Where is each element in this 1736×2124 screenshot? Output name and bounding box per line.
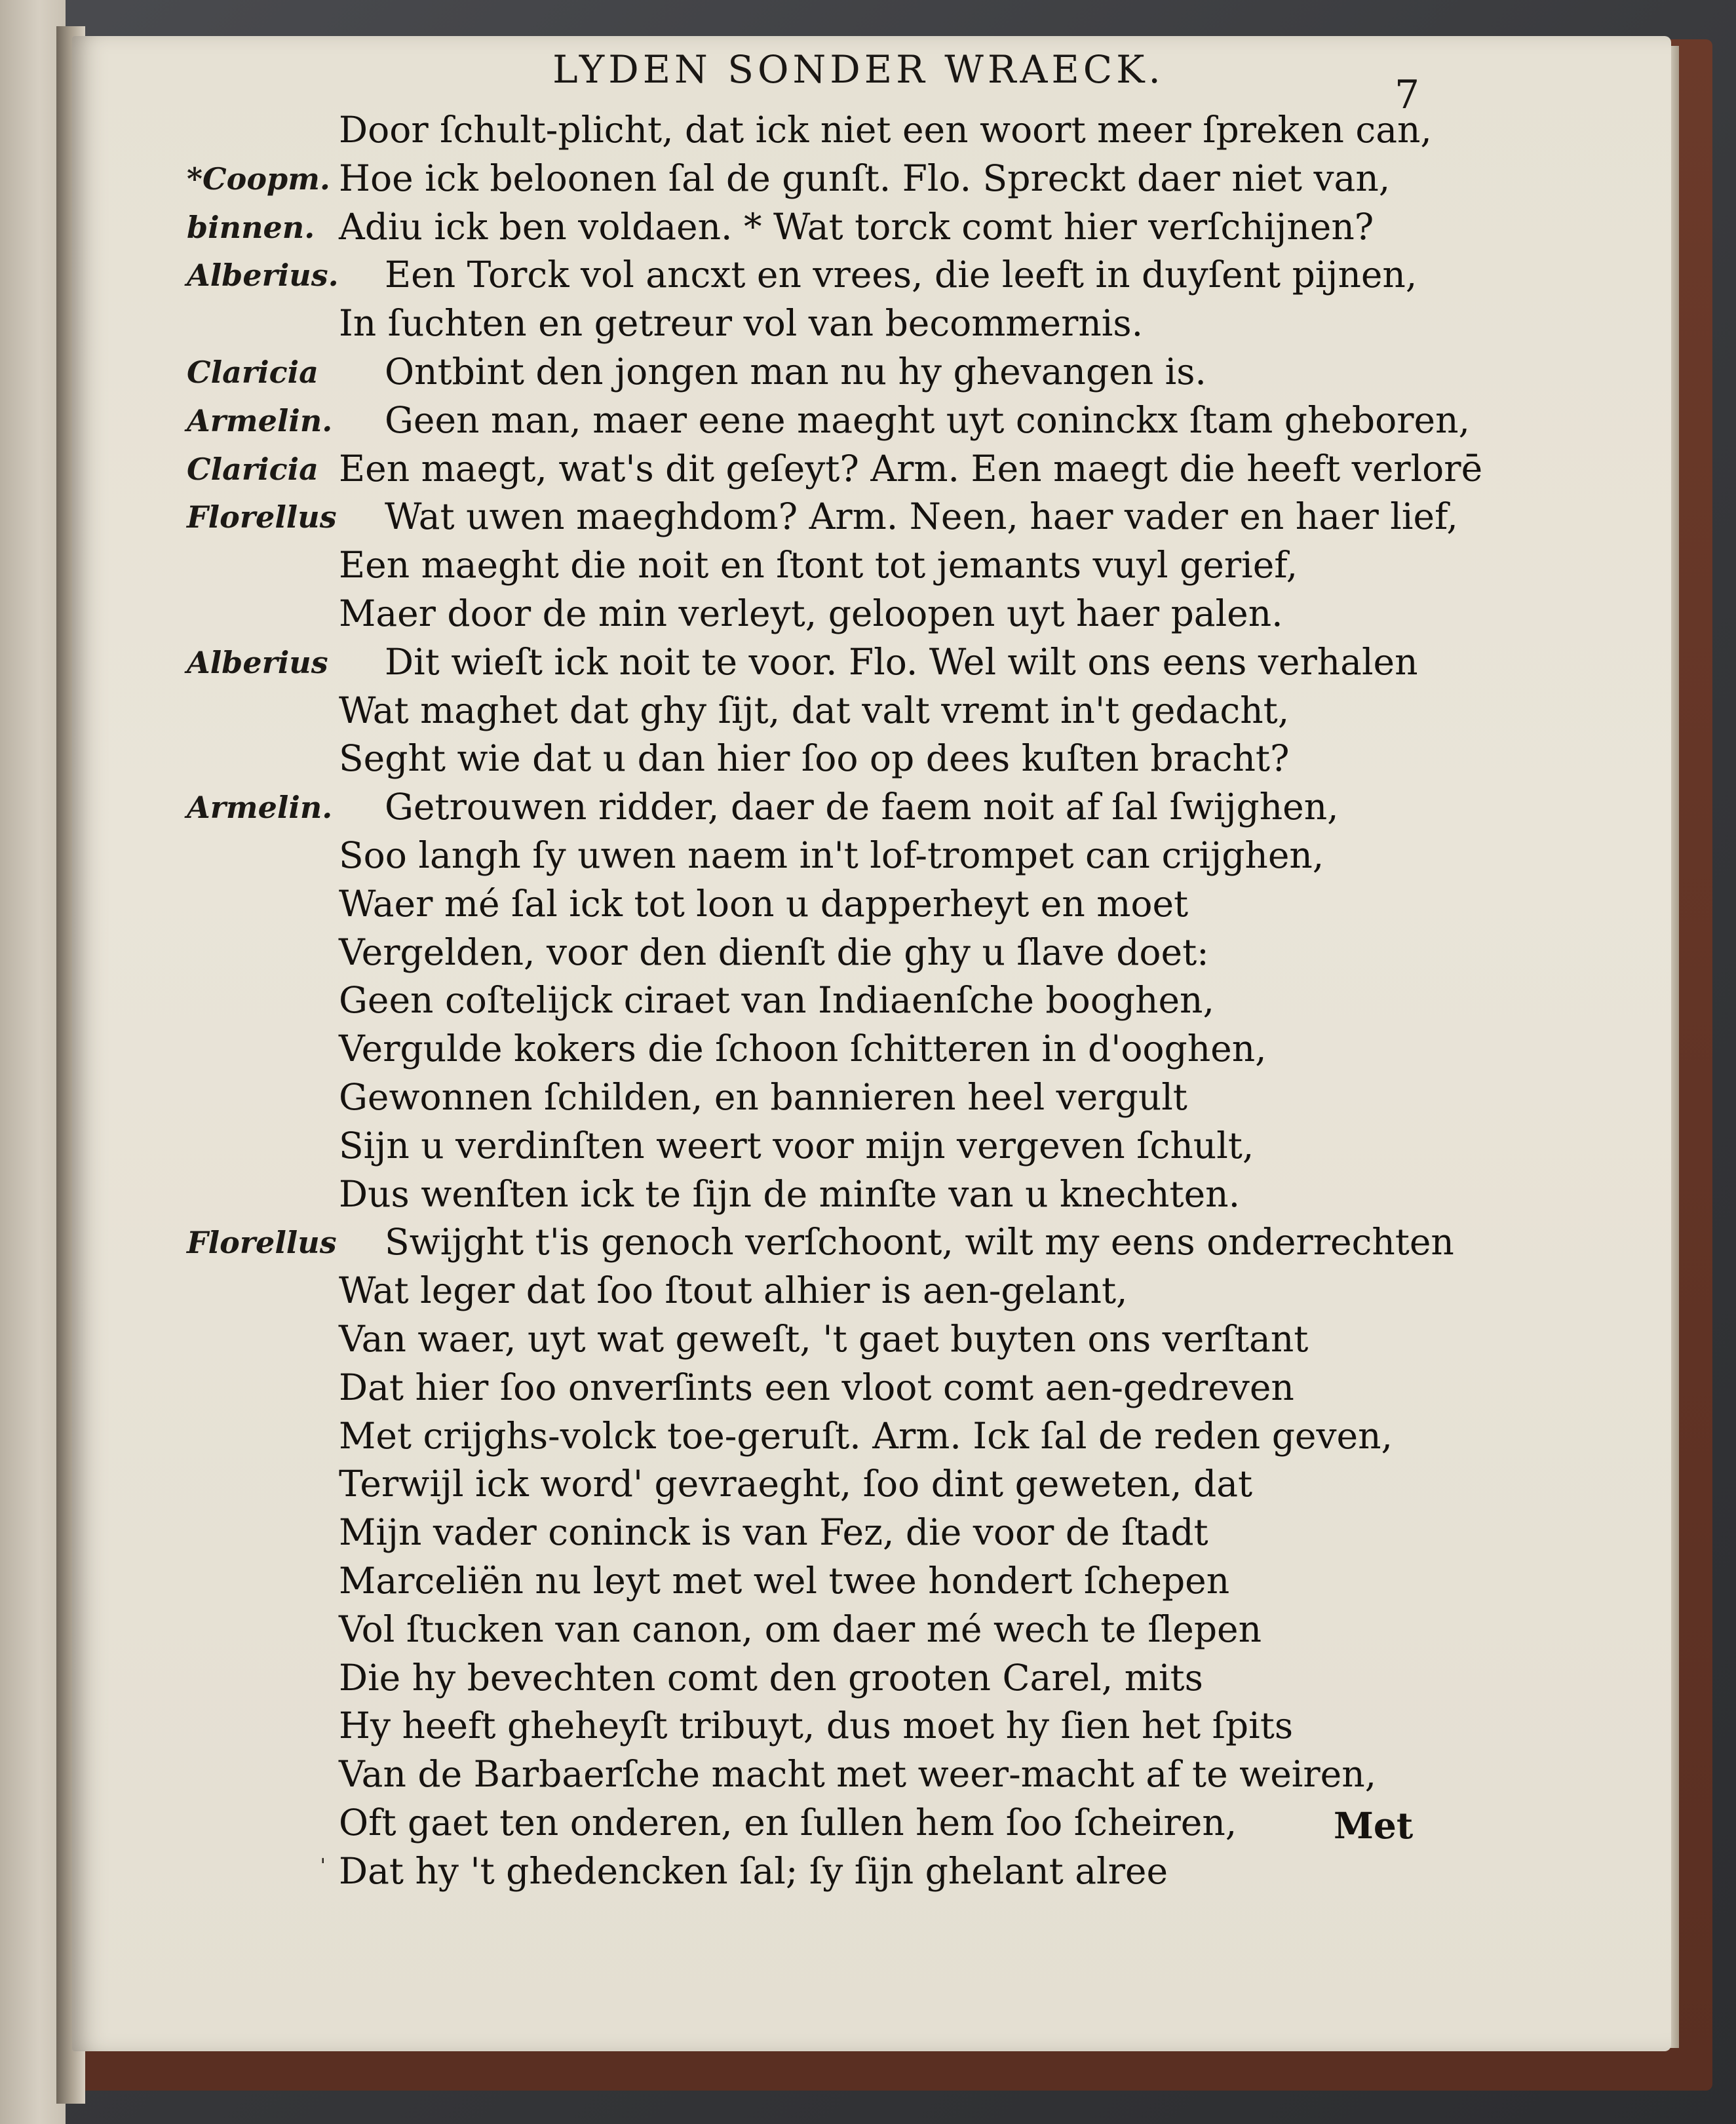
- verse-line: [187, 1315, 1432, 1364]
- verse-text: Mijn vader coninck is van Fez, die voor de ſtadt: [339, 1511, 1208, 1554]
- verse-text: Vergulde kokers die ſchoon ſchitteren in d'ooghen,: [339, 1028, 1267, 1070]
- verse-line: [187, 1025, 1432, 1073]
- page-fore-edge: [1670, 46, 1679, 2048]
- verse-text: Seght wie dat u dan hier ſoo op dees kuſten bracht?: [339, 737, 1290, 780]
- verse-text: Getrouwen ridder, daer de faem noit af ſal ſwijghen,: [385, 786, 1339, 828]
- signature-mark: ˈ: [320, 1855, 326, 1881]
- verse-text: Vergelden, voor den dienſt die ghy u ſlave doet:: [339, 931, 1209, 973]
- verse-line: [187, 1799, 1432, 1847]
- verse-line: [187, 880, 1432, 929]
- verse-line: [187, 1170, 1432, 1219]
- verse-text: Marceliën nu leyt met wel twee hondert ſchepen: [339, 1559, 1230, 1602]
- verse-line: [187, 638, 1432, 687]
- speaker-label: Alberius.: [187, 258, 339, 294]
- verse-line: [187, 106, 1432, 155]
- verse-text: Die hy bevechten comt den grooten Carel, mits: [339, 1656, 1203, 1699]
- verse-text: Dat hy 't ghedencken ſal; ſy ſijn ghelant alree: [339, 1849, 1168, 1892]
- verse-text: Hoe ick beloonen ſal de gunſt. Flo. Spreckt daer niet van,: [339, 157, 1391, 199]
- verse-line: [187, 929, 1432, 977]
- verse-line: [187, 1122, 1432, 1170]
- speaker-label: Alberius: [187, 644, 328, 680]
- verse-text: Van de Barbaerſche macht met weer-macht af te weiren,: [339, 1753, 1377, 1796]
- verse-text: Gewonnen ſchilden, en bannieren heel vergult: [339, 1075, 1187, 1118]
- verse-line: [187, 1606, 1432, 1654]
- speaker-label: Florellus: [187, 499, 337, 535]
- facing-page-edge: [0, 0, 66, 2124]
- verse-text: Wat maghet dat ghy ſijt, dat valt vremt in't gedacht,: [339, 689, 1290, 731]
- speaker-label: Claricia: [187, 354, 318, 390]
- verse-text: Dit wieſt ick noit te voor. Flo. Wel wilt ons eens verhalen: [385, 640, 1418, 683]
- verse-line: [187, 1267, 1432, 1315]
- verse-line: [187, 1509, 1432, 1557]
- verse-text: Een maegt, wat's dit geſeyt? Arm. Een maegt die heeft verlorē: [339, 447, 1483, 490]
- verse-line: [187, 1702, 1432, 1750]
- catchword: Met: [1334, 1804, 1414, 1847]
- verse-line: [187, 445, 1483, 493]
- verse-text: Swijght t'is genoch verſchoont, wilt my eens onderrechten: [385, 1221, 1454, 1264]
- verse-line: [187, 541, 1432, 590]
- speaker-label: *Coopm.: [187, 161, 330, 197]
- page-number: 7: [1395, 72, 1420, 118]
- verse-text: In ſuchten en getreur vol van becommernis.: [339, 302, 1144, 345]
- verse-text: Adiu ick ben voldaen. * Wat torck comt hier verſchijnen?: [339, 205, 1374, 248]
- verse-line: [187, 590, 1432, 638]
- verse-text: Oft gaet ten onderen, en ſullen hem ſoo ſcheiren,: [339, 1801, 1237, 1844]
- speaker-label: binnen.: [187, 209, 315, 245]
- verse-line: [187, 1218, 1454, 1267]
- verse-text: Terwijl ick word' gevraeght, ſoo dint geweten, dat: [339, 1463, 1253, 1505]
- verse-line: [187, 1412, 1432, 1461]
- verse-text: Dat hier ſoo onverſints een vloot comt aen-gedreven: [339, 1366, 1294, 1408]
- verse-text: Met crijghs-volck toe-geruſt. Arm. Ick ſal de reden geven,: [339, 1414, 1393, 1457]
- verse-line: [187, 396, 1470, 445]
- verse-text: Soo langh ſy uwen naem in't lof-trompet can crijghen,: [339, 834, 1324, 876]
- verse-text: Van waer, uyt wat geweſt, 't gaet buyten ons verſtant: [339, 1317, 1309, 1360]
- verse-line: [187, 783, 1432, 832]
- verse-text: Ontbint den jongen man nu hy ghevangen is.: [385, 350, 1206, 393]
- verse-line: [187, 203, 1432, 252]
- verse-line: [187, 976, 1432, 1025]
- running-head: LYDEN SONDER WRAECK.: [552, 47, 1165, 92]
- verse-line: [187, 1460, 1432, 1509]
- verse-line: [187, 1364, 1432, 1412]
- verse-line: [187, 1750, 1432, 1799]
- verse-line: [187, 1557, 1432, 1606]
- verse-text: Vol ſtucken van canon, om daer mé wech te ſlepen: [339, 1608, 1262, 1650]
- verse-text: Geen coſtelijck ciraet van Indiaenſche booghen,: [339, 979, 1214, 1022]
- verse-line: [187, 735, 1432, 783]
- verse-line: [187, 832, 1432, 880]
- speaker-label: Armelin.: [187, 402, 333, 438]
- verse-line: [187, 299, 1432, 348]
- verse-line: [187, 687, 1432, 735]
- verse-text: Een maeght die noit en ſtont tot jemants vuyl gerief,: [339, 544, 1298, 587]
- verse-line: [187, 155, 1432, 203]
- verse-text: Hy heeft gheheyſt tribuyt, dus moet hy ſien het ſpits: [339, 1705, 1294, 1747]
- verse-text: Wat uwen maeghdom? Arm. Neen, haer vader en haer lief,: [385, 495, 1458, 538]
- verse-line: [187, 493, 1458, 541]
- verse-line: [187, 348, 1432, 396]
- verse-text: Maer door de min verleyt, geloopen uyt haer palen.: [339, 592, 1283, 634]
- verse-text: Waer mé ſal ick tot loon u dapperheyt en moet: [339, 882, 1189, 925]
- verse-line: [187, 1847, 1432, 1896]
- speaker-label: Claricia: [187, 451, 318, 487]
- verse-line: [187, 251, 1432, 299]
- verse-line: [187, 1654, 1432, 1703]
- verse-text: Geen man, maer eene maeght uyt coninckx ſtam gheboren,: [385, 398, 1470, 441]
- verse-text: Door ſchult-plicht, dat ick niet een woort meer ſpreken can,: [339, 109, 1432, 151]
- verse-text-block: [187, 106, 1483, 1895]
- verse-text: Sijn u verdinſten weert voor mijn vergeven ſchult,: [339, 1124, 1254, 1167]
- speaker-label: Florellus: [187, 1225, 337, 1261]
- verse-text: Dus wenſten ick te ſijn de minſte van u knechten.: [339, 1172, 1241, 1215]
- verse-text: Wat leger dat ſoo ſtout alhier is aen-gelant,: [339, 1269, 1128, 1312]
- verse-text: Een Torck vol ancxt en vrees, die leeft in duyſent pijnen,: [385, 254, 1418, 296]
- verse-line: [187, 1073, 1432, 1122]
- speaker-label: Armelin.: [187, 790, 333, 826]
